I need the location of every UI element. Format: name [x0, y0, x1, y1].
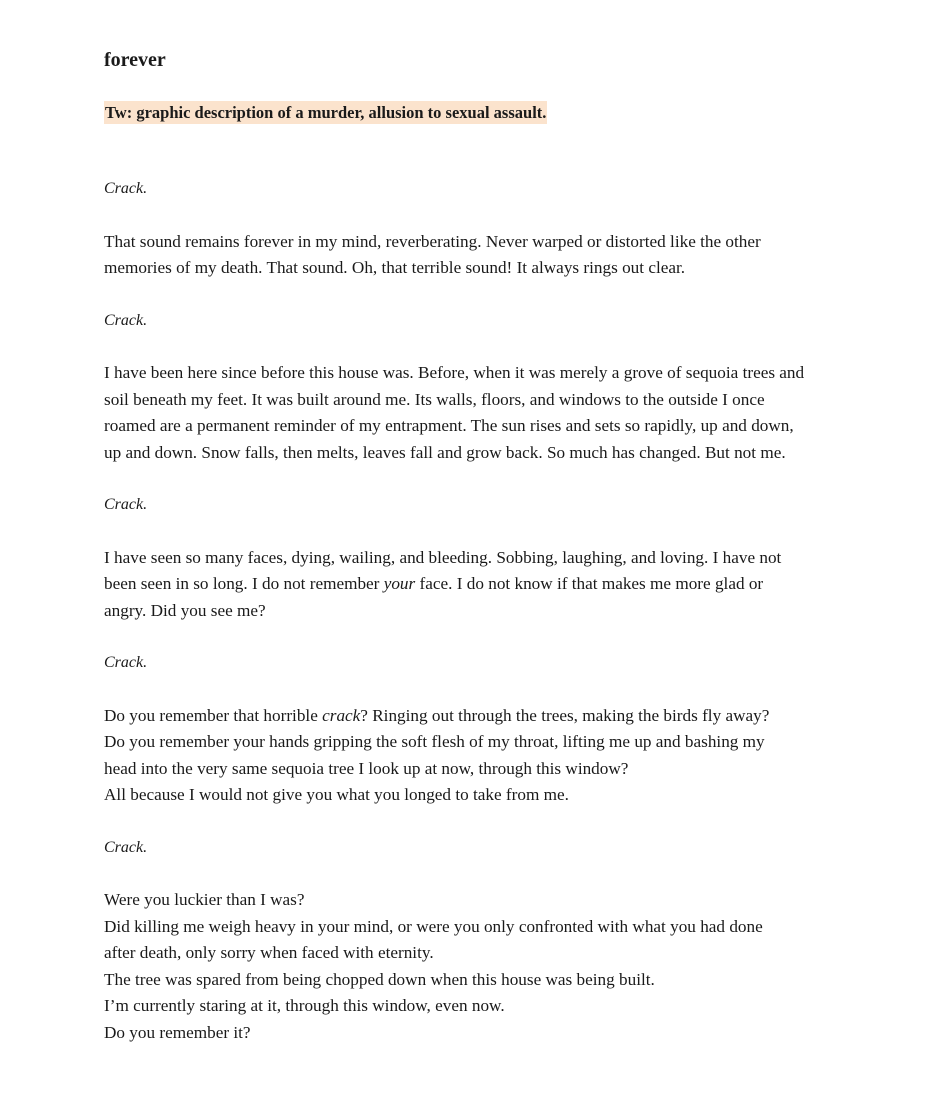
- crack-line-4: Crack.: [104, 654, 148, 671]
- paragraph-line: Do you remember it?: [104, 1022, 251, 1042]
- paragraph-line: I have been here since before this house was. Before, when it was merely a grove of sequoia trees and: [104, 363, 805, 382]
- paragraph-line: The tree was spared from being chopped down when this house was being built.: [104, 969, 655, 989]
- paragraph-line: [104, 571, 864, 598]
- paragraph-line: All because I would not give you what you longed to take from me.: [104, 785, 569, 804]
- text-run: been seen in so long. I do not remember: [104, 574, 384, 593]
- document-title: forever: [104, 49, 166, 71]
- text-run: ? Ringing out through the trees, making the birds fly away?: [360, 705, 770, 725]
- paragraph-line: angry. Did you see me?: [104, 600, 266, 620]
- paragraph-2: [104, 360, 864, 466]
- paragraph-3: [104, 545, 864, 625]
- crack-line-2: Crack.: [104, 311, 148, 329]
- text-run: face. I do not know if that makes me more glad or: [415, 574, 764, 593]
- document-page: [104, 46, 864, 1046]
- paragraph-line: roamed are a permanent reminder of my entrapment. The sun rises and sets so rapidly, up and down,: [104, 416, 794, 435]
- emphasis-your: your: [383, 574, 416, 593]
- crack-line-3: Crack.: [104, 496, 148, 513]
- paragraph-1: [104, 229, 864, 282]
- paragraph-line: Did killing me weigh heavy in your mind, or were you only confronted with what you had done: [104, 916, 763, 936]
- paragraph-line: That sound remains forever in my mind, reverberating. Never warped or distorted like the other: [104, 231, 761, 251]
- trigger-warning-highlight: Tw: graphic description of a murder, allusion to sexual assault.: [105, 103, 547, 122]
- paragraph-line: head into the very same sequoia tree I look up at now, through this window?: [104, 758, 629, 778]
- paragraph-line: [104, 703, 864, 730]
- paragraph-line: I have seen so many faces, dying, wailing, and bleeding. Sobbing, laughing, and loving. I have not: [104, 547, 782, 567]
- paragraph-line: up and down. Snow falls, then melts, leaves fall and grow back. So much has changed. But not me.: [104, 442, 786, 462]
- paragraph-line: memories of my death. That sound. Oh, that terrible sound! It always rings out clear.: [104, 258, 686, 277]
- emphasis-crack: crack: [322, 705, 361, 725]
- paragraph-line: I’m currently staring at it, through this window, even now.: [104, 996, 505, 1015]
- paragraph-line: after death, only sorry when faced with eternity.: [104, 943, 434, 962]
- paragraph-line: soil beneath my feet. It was built around me. Its walls, floors, and windows to the outside I once: [104, 389, 765, 409]
- trigger-warning-line: [104, 100, 864, 126]
- crack-line-5: Crack.: [104, 838, 148, 856]
- crack-line-1: Crack.: [104, 180, 148, 197]
- paragraph-4: [104, 703, 864, 809]
- paragraph-5: [104, 887, 864, 1046]
- text-run: Do you remember that horrible: [104, 705, 323, 725]
- paragraph-line: Were you luckier than I was?: [104, 890, 305, 909]
- paragraph-line: Do you remember your hands gripping the soft flesh of my throat, lifting me up and bashing my: [104, 732, 765, 751]
